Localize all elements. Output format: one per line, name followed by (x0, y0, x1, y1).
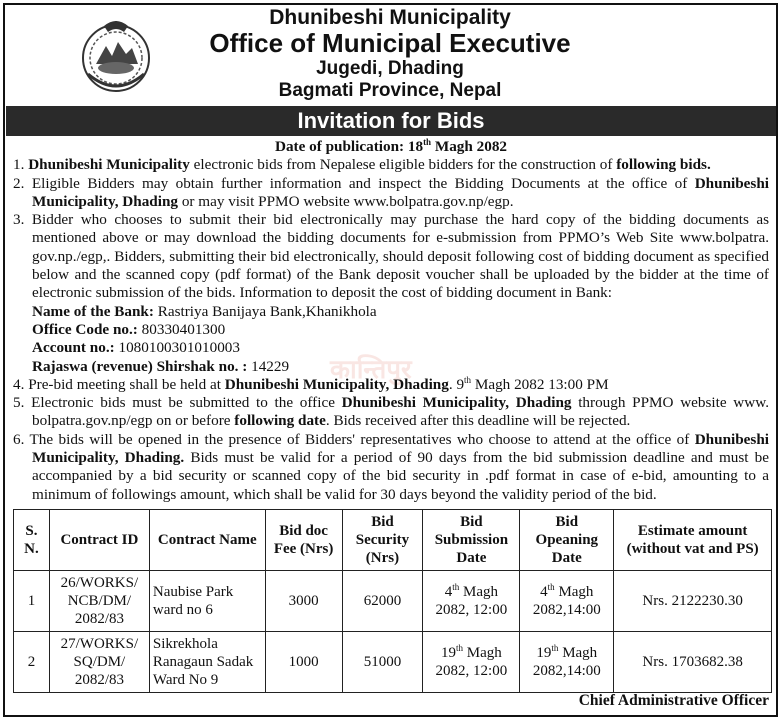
watermark: कान्तिपुर (330, 354, 412, 384)
municipality-name: Dhunibeshi Municipality (269, 6, 511, 29)
table-row (14, 571, 772, 632)
header-contract-name: Contract Name (149, 510, 265, 571)
cell-security: 62000 (342, 571, 423, 632)
cell-estimate: Nrs. 1703682.38 (614, 632, 772, 693)
clause-3: 3. Bidder who chooses to submit their bid electronically may purchase the hard copy of the bidding documents as mentioned above or may download the bidding documents for e-submission from PPMO’s Web Site www.bolpatra. gov.np./egp,. Bidders, submitting their bid electronically, should deposit following cost of bidding document as specified below and the scanned copy (pdf format) of the Bank deposit voucher shall be uploaded by the bidder at the time of electronic submission of the bids. Information to deposit the cost of bidding document in Bank: (13, 211, 770, 302)
table-row (14, 632, 772, 693)
clause-2: 2. Eligible Bidders may obtain further information and inspect the Bidding Documents at the office of Dhunibeshi Municipality, Dhading or may visit PPMO website www.bolpatra.gov.np/egp. (13, 174, 769, 210)
office-title: Office of Municipal Executive (209, 28, 571, 58)
cell-security: 51000 (342, 632, 423, 693)
header-doc-fee: Bid doc Fee (Nrs) (265, 510, 342, 571)
bank-name: Name of the Bank: Rastriya Banijaya Bank,Khanikhola (32, 302, 377, 320)
cell-contract-id: 27/WORKS/ SQ/DM/ 2082/83 (49, 632, 149, 693)
cell-opening: 4th Magh 2082,14:00 (520, 571, 614, 632)
account-number: Account no.: 1080100301010003 (32, 339, 240, 357)
cell-doc-fee: 3000 (265, 571, 342, 632)
cell-submission: 4th Magh 2082, 12:00 (423, 571, 520, 632)
header-security: Bid Security (Nrs) (342, 510, 423, 571)
notice-banner: Invitation for Bids (6, 106, 776, 136)
cell-contract-name: Sikrekhola Ranagaun Sadak Ward No 9 (149, 632, 265, 693)
revenue-head: Rajaswa (revenue) Shirshak no. : 14229 (32, 357, 290, 375)
office-code: Office Code no.: 80330401300 (32, 320, 226, 338)
cell-contract-name: Naubise Park ward no 6 (149, 571, 265, 632)
cell-submission: 19th Magh 2082, 12:00 (423, 632, 520, 693)
clause-6: 6. The bids will be opened in the presence of Bidders' representatives who choose to attend at the office of Dhunibeshi Municipality, Dhading. Bids must be valid for a period of 90 days from the bid submission deadline and must be accompanied by a bid security or scanned copy of the bid security in .pdf format in case of e-bid, amounting to a minimum of followings amount, which shall be valid for 30 days beyond the validity period of the bid. (13, 430, 770, 503)
cell-sn: 2 (14, 632, 50, 693)
table-header-row (14, 510, 772, 571)
clause-5: 5. Electronic bids must be submitted to the office Dhunibeshi Municipality, Dhading through PPMO website www. bolpatra.gov.np/egp on or before following date. Bids received after this deadline will be rejected. (13, 394, 769, 430)
cell-opening: 19th Magh 2082,14:00 (520, 632, 614, 693)
signature-title: Chief Administrative Officer (578, 692, 769, 709)
notice-body (13, 138, 769, 504)
header-contract-id: Contract ID (49, 510, 149, 571)
bids-table (13, 509, 772, 693)
province-line: Bagmati Province, Nepal (278, 80, 502, 101)
cell-estimate: Nrs. 2122230.30 (614, 571, 772, 632)
clause-1: 1. Dhunibeshi Municipality electronic bids from Nepalese eligible bidders for the construction of following bids. (13, 156, 711, 174)
location-line: Jugedi, Dhading (316, 58, 464, 79)
header-sn: S. N. (14, 510, 50, 571)
cell-doc-fee: 1000 (265, 632, 342, 693)
cell-contract-id: 26/WORKS/ NCB/DM/ 2082/83 (49, 571, 149, 632)
header-opening: Bid Opeaning Date (520, 510, 614, 571)
header-submission: Bid Submission Date (423, 510, 520, 571)
publication-date: Date of publication: 18th Magh 2082 (274, 136, 508, 155)
clause-4: 4. Pre-bid meeting shall be held at Dhunibeshi Municipality, Dhading. 9th Magh 2082 13:00 PM (13, 374, 609, 393)
cell-sn: 1 (14, 571, 50, 632)
header-estimate: Estimate amount (without vat and PS) (614, 510, 772, 571)
